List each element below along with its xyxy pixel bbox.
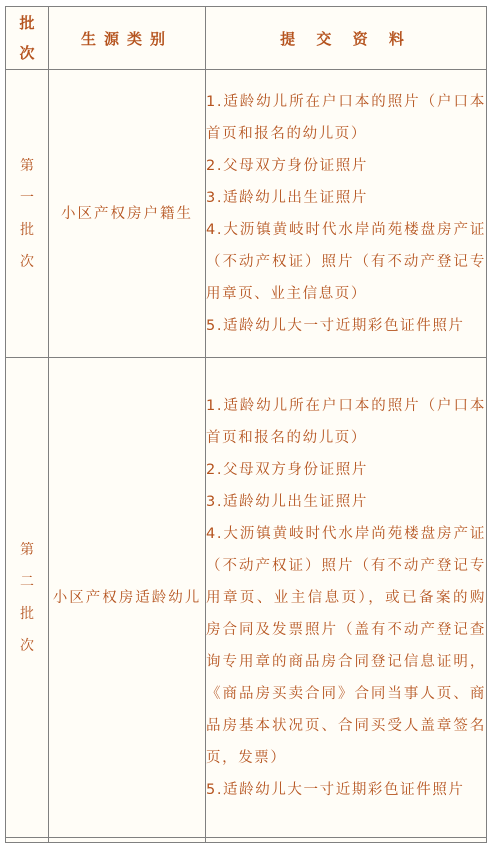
header-source-type: 生源类别: [49, 7, 206, 70]
document-item: 1.适龄幼儿所在户口本的照片（户口本首页和报名的幼儿页）: [206, 397, 486, 446]
document-item: 5.适龄幼儿大一寸近期彩色证件照片: [206, 317, 465, 334]
batch-cell: 第 一 批 次: [6, 70, 49, 358]
source-type-cell: 小区产权房户籍生: [49, 70, 206, 358]
table-row: [6, 70, 487, 358]
document-item: 2.父母双方身份证照片: [206, 461, 368, 478]
cut-cell: [49, 838, 206, 843]
header-row: [6, 7, 487, 70]
header-batch: 批 次: [6, 7, 49, 70]
batch-cell: 第 二 批 次: [6, 358, 49, 838]
header-documents: 提 交 资 料: [206, 7, 487, 70]
table-row: [6, 358, 487, 838]
source-type-cell: 小区产权房适龄幼儿: [49, 358, 206, 838]
document-item: 4.大沥镇黄岐时代水岸尚苑楼盘房产证（不动产权证）照片（有不动产登记专用章页、业主信息页），或已备案的购房合同及发票照片（盖有不动产登记查询专用章的商品房合同登记信息证明，《商品房买卖合同》合同当事人页、商品房基本状况页、合同买受人盖章签名页，发票）: [206, 525, 486, 766]
document-item: 3.适龄幼儿出生证照片: [206, 189, 368, 206]
documents-cell: [206, 358, 487, 838]
document-item: 2.父母双方身份证照片: [206, 157, 368, 174]
table-row-cut: [6, 838, 487, 843]
cut-cell: [6, 838, 49, 843]
document-item: 1.适龄幼儿所在户口本的照片（户口本首页和报名的幼儿页）: [206, 93, 486, 142]
document-item: 3.适龄幼儿出生证照片: [206, 493, 368, 510]
documents-cell: [206, 70, 487, 358]
document-item: 5.适龄幼儿大一寸近期彩色证件照片: [206, 781, 465, 798]
cut-cell: [206, 838, 487, 843]
document-item: 4.大沥镇黄岐时代水岸尚苑楼盘房产证（不动产权证）照片（有不动产登记专用章页、业主信息页）: [206, 221, 486, 302]
enrollment-documents-table: [5, 6, 487, 843]
